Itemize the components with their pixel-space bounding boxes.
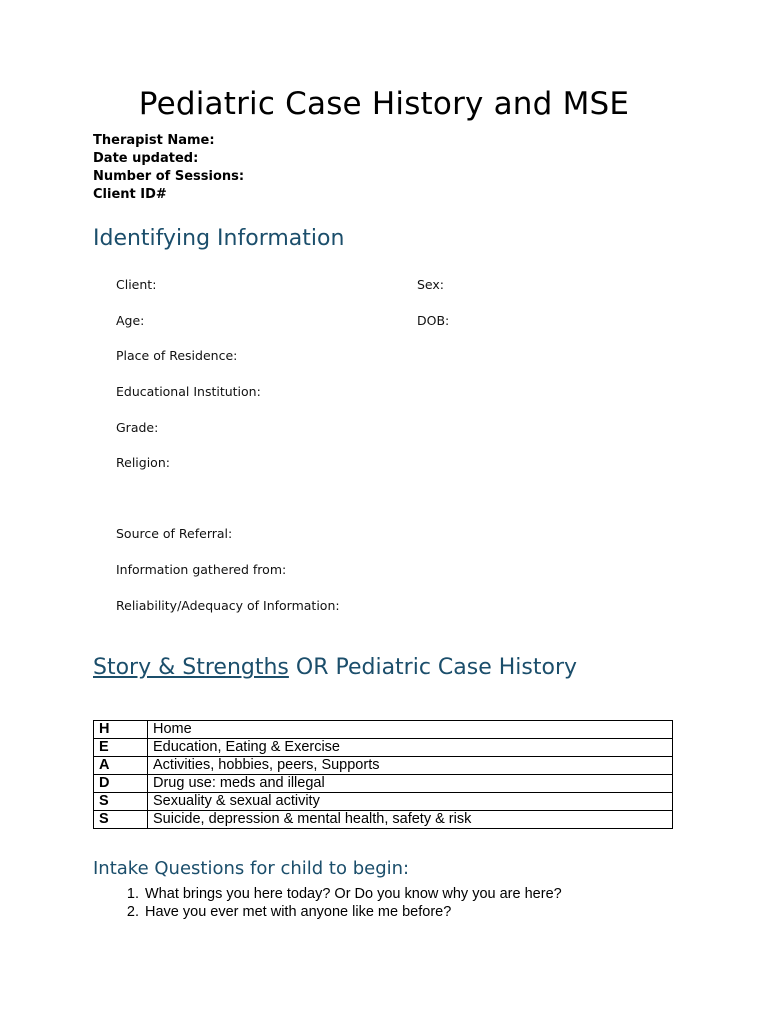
- identifying-information-heading: Identifying Information: [93, 226, 345, 251]
- table-row: [94, 793, 673, 811]
- dob-field-label: DOB:: [417, 313, 450, 328]
- table-row: [94, 757, 673, 775]
- heads-letter-cell: D: [94, 775, 148, 793]
- intake-heading: Intake Questions for child to begin:: [93, 858, 410, 879]
- table-row: [94, 739, 673, 757]
- heads-description-cell: Sexuality & sexual activity: [148, 793, 673, 811]
- story-heading-rest: OR Pediatric Case History: [288, 655, 578, 680]
- therapist-name-label: Therapist Name:: [93, 133, 215, 148]
- date-updated-label: Date updated:: [93, 151, 199, 166]
- religion-field-label: Religion:: [116, 455, 170, 470]
- question-number: 2.: [126, 904, 139, 920]
- heads-description-cell: Activities, hobbies, peers, Supports: [148, 757, 673, 775]
- heads-description-cell: Education, Eating & Exercise: [148, 739, 673, 757]
- heads-letter-cell: A: [94, 757, 148, 775]
- table-row: [94, 811, 673, 829]
- story-heading: [93, 655, 577, 680]
- number-of-sessions-label: Number of Sessions:: [93, 169, 245, 184]
- client-field-label: Client:: [116, 277, 157, 292]
- sex-field-label: Sex:: [417, 277, 445, 292]
- heads-description-cell: Drug use: meds and illegal: [148, 775, 673, 793]
- page-title: Pediatric Case History and MSE: [138, 86, 630, 122]
- question-text: Have you ever met with anyone like me before?: [145, 904, 452, 920]
- heads-description-cell: Suicide, depression & mental health, safety & risk: [148, 811, 673, 829]
- table-row: [94, 775, 673, 793]
- heads-letter-cell: H: [94, 721, 148, 739]
- heads-letter-cell: E: [94, 739, 148, 757]
- heads-letter-cell: S: [94, 811, 148, 829]
- reliability-field-label: Reliability/Adequacy of Information:: [116, 598, 340, 613]
- therapist-meta: [93, 132, 244, 204]
- heads-description-cell: Home: [148, 721, 673, 739]
- list-item: [93, 885, 562, 903]
- grade-field-label: Grade:: [116, 420, 159, 435]
- residence-field-label: Place of Residence:: [116, 348, 238, 363]
- heads-letter-cell: S: [94, 793, 148, 811]
- heads-table: [93, 720, 673, 829]
- age-field-label: Age:: [116, 313, 145, 328]
- client-id-label: Client ID#: [93, 187, 167, 202]
- question-text: What brings you here today? Or Do you know why you are here?: [145, 886, 562, 902]
- gathered-field-label: Information gathered from:: [116, 562, 287, 577]
- question-number: 1.: [126, 886, 139, 902]
- table-row: [94, 721, 673, 739]
- referral-field-label: Source of Referral:: [116, 526, 233, 541]
- intake-questions-list: [93, 885, 562, 921]
- education-field-label: Educational Institution:: [116, 384, 261, 399]
- story-strengths-link[interactable]: Story & Strengths: [93, 655, 289, 680]
- list-item: [93, 903, 562, 921]
